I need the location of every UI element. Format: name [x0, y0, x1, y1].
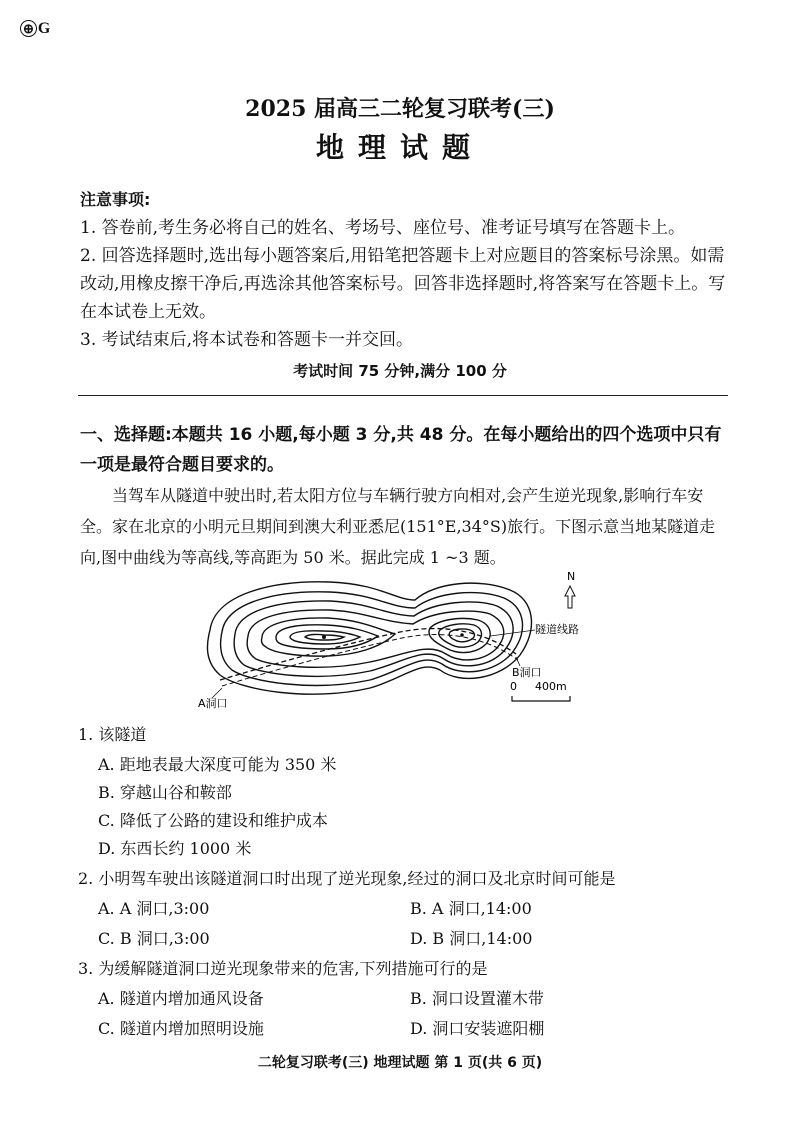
divider [78, 395, 728, 396]
q1-option-c: C. 降低了公路的建设和维护成本 [98, 811, 328, 830]
q3-option-b: B. 洞口设置灌木带 [410, 989, 544, 1008]
tunnel-label: 隧道线路 [535, 623, 579, 636]
contour-map-figure [190, 570, 610, 710]
section-title: 一、选择题:本题共 16 小题,每小题 3 分,共 48 分。在每小题给出的四个选项中只有一项是最符合题目要求的。 [80, 425, 722, 475]
q3-option-a: A. 隧道内增加通风设备 [98, 989, 264, 1008]
contour-line [207, 582, 531, 694]
summit-point [322, 635, 326, 639]
q2-option-d: D. B 洞口,14:00 [410, 929, 533, 948]
note-item-1: 1. 答卷前,考生务必将自己的姓名、考场号、座位号、准考证号填写在答题卡上。 [80, 218, 686, 238]
question-3-stem: 3. 为缓解隧道洞口逆光现象带来的危害,下列措施可行的是 [78, 959, 488, 978]
contour-lines [207, 582, 531, 694]
a-entrance-label: A洞口 [198, 697, 228, 710]
q3-option-d: D. 洞口安装遮阳棚 [410, 1019, 545, 1038]
notes-heading: 注意事项: [80, 190, 151, 209]
q1-option-a: A. 距地表最大深度可能为 350 米 [98, 755, 337, 774]
exam-series-title: 2025 届高三二轮复习联考(三) [245, 96, 555, 122]
q2-option-a: A. A 洞口,3:00 [98, 899, 210, 918]
q1-option-b: B. 穿越山谷和鞍部 [98, 783, 232, 802]
note-item-2: 2. 回答选择题时,选出每小题答案后,用铅笔把答题卡上对应题目的答案标号涂黑。如需改动,用橡皮擦干净后,再选涂其他答案标号。回答非选择题时,将答案写在答题卡上。写在本试卷上无效。 [80, 246, 726, 322]
north-arrow-icon [565, 570, 575, 608]
q1-option-d: D. 东西长约 1000 米 [98, 839, 252, 858]
summit-point-east [460, 633, 464, 637]
question-2-stem: 2. 小明驾车驶出该隧道洞口时出现了逆光现象,经过的洞口及北京时间可能是 [78, 869, 616, 888]
b-entrance-label: B洞口 [512, 666, 542, 679]
question-1-stem: 1. 该隧道 [78, 725, 147, 744]
page-footer: 二轮复习联考(三) 地理试题 第 1 页(共 6 页) [257, 1055, 543, 1071]
north-label: N [567, 570, 576, 583]
question-intro [80, 480, 730, 573]
scale-bar [510, 680, 570, 701]
q3-option-c: C. 隧道内增加照明设施 [98, 1019, 264, 1038]
exam-time: 考试时间 75 分钟,满分 100 分 [293, 362, 507, 380]
note-item-3: 3. 考试结束后,将本试卷和答题卡一并交回。 [80, 330, 414, 350]
q2-option-c: C. B 洞口,3:00 [98, 929, 210, 948]
q2-option-b: B. A 洞口,14:00 [410, 899, 532, 918]
publisher-logo [20, 20, 50, 38]
scale-zero: 0 [510, 680, 517, 693]
contour-line [276, 625, 378, 649]
logo-text: G [37, 20, 51, 37]
scale-length: 400m [535, 680, 567, 693]
intro-text: 当驾车从隧道中驶出时,若太阳方位与车辆行驶方向相对,会产生逆光现象,影响行车安全。家在北京的小明元旦期间到澳大利亚悉尼(151°E,34°S)旅行。下图示意当地某隧道走向,图中曲线为等高线,等高距为 50 米。据此完成 1 ~3 题。 [80, 486, 716, 567]
logo-mark-icon: ⊕ [20, 20, 37, 37]
exam-notes [80, 186, 728, 354]
subject-title: 地理试题 [315, 131, 484, 164]
